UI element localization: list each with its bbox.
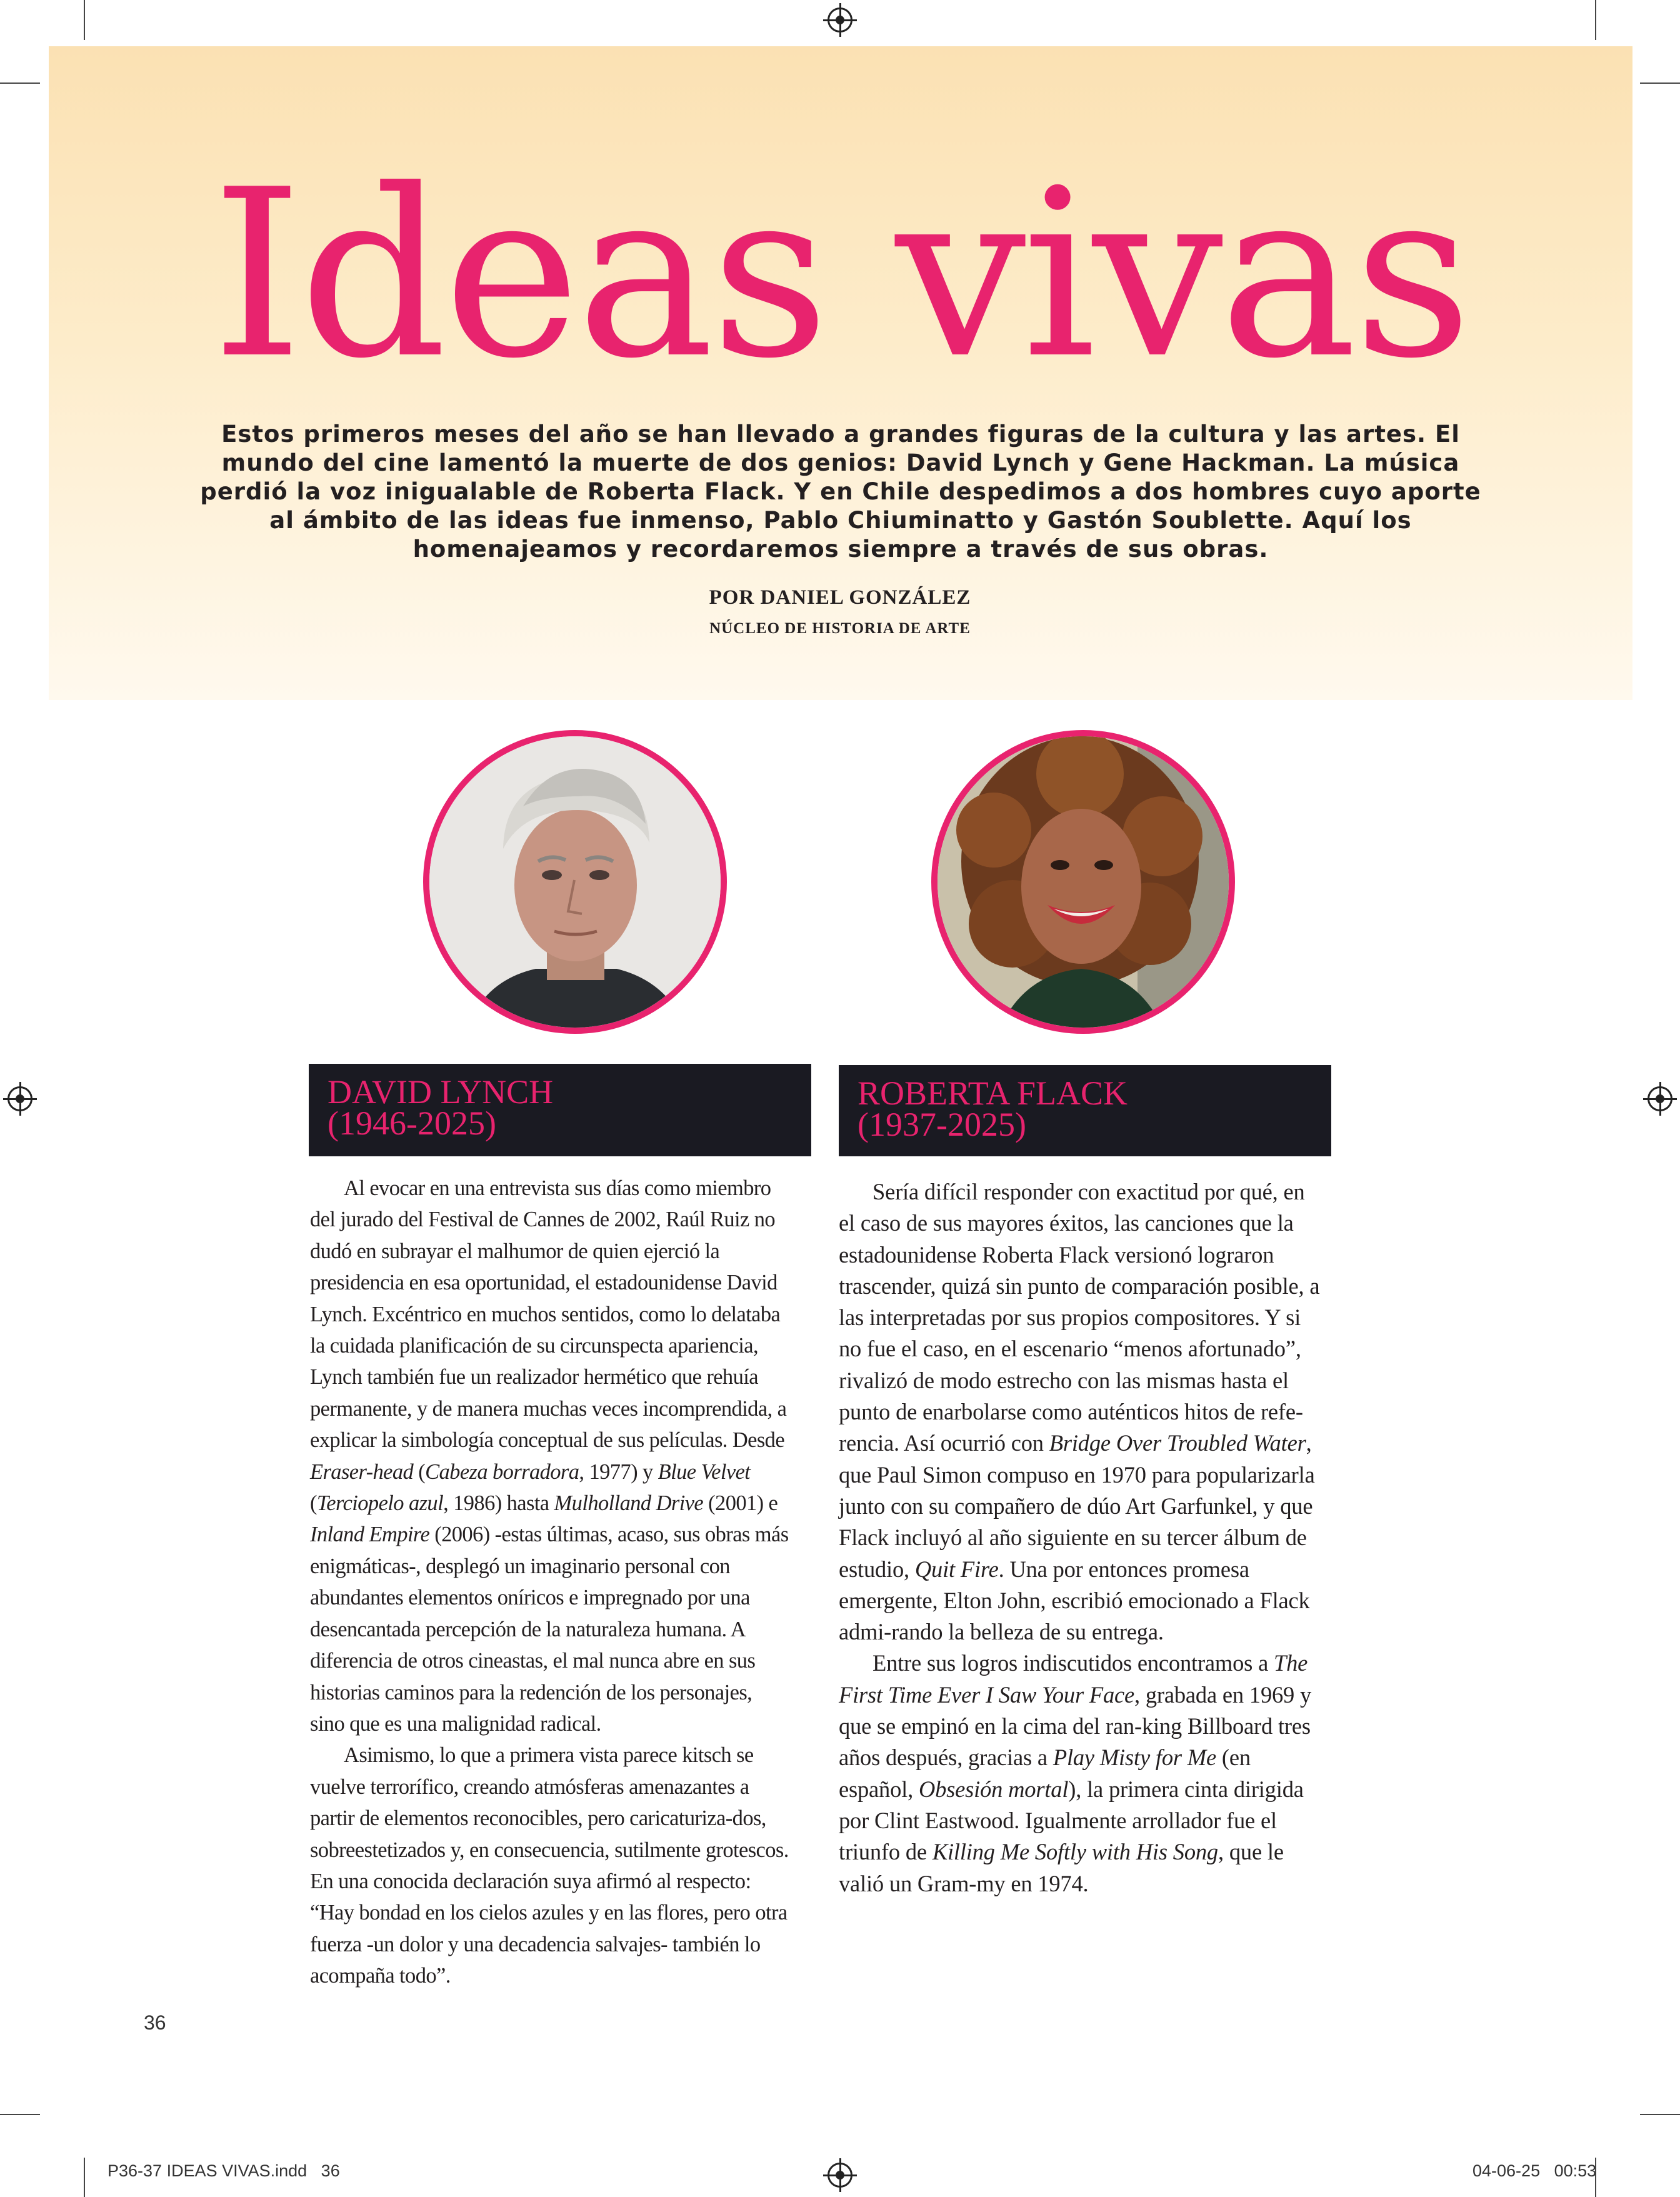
- registration-mark-icon: [1648, 1086, 1672, 1111]
- registration-mark-icon: [8, 1086, 32, 1111]
- slug-date-info: 04-06-25 00:53: [1472, 2161, 1597, 2180]
- article-column-lynch: [310, 1173, 791, 1992]
- page-number: 36: [144, 2011, 166, 2034]
- crop-mark: [84, 0, 85, 40]
- registration-mark-icon: [828, 8, 852, 33]
- author-affiliation: NÚCLEO DE HISTORIA DE ARTE: [709, 620, 971, 637]
- intro-paragraph: Estos primeros meses del año se han llevado a grandes figuras de la cultura y las artes. El mundo del cine lamentó la muerte de dos genios: David Lynch y Gene Hackman. La música perdió la voz inigualable de Roberta Flack. Y en Chile despedimos a dos hombres cuyo aporte al ámbito de las ideas fue inmenso, Pablo Chiuminatto y Gastón Soublette. Aquí los homenajeamos y recordaremos siempre a través de sus obras.: [200, 421, 1481, 563]
- crop-mark: [84, 2158, 85, 2197]
- paragraph: Al evocar en una entrevista sus días como miembro del jurado del Festival de Cannes de 2002, Raúl Ruiz no dudó en subrayar el malhumor de quien ejerció la presidencia en esa oportunidad, el estadounidense David Lynch. Excéntrico en muchos sentidos, como lo delataba la cuidada planificación de su circunspecta apariencia, Lynch también fue un realizador hermético que rehuía permanente, y de manera muchas veces incomprendida, a explicar la simbología conceptual de sus películas. Desde Eraser-head (Cabeza borradora, 1977) y Blue Velvet (Terciopelo azul, 1986) hasta Mulholland Drive (2001) e Inland Empire (2006) -estas últimas, acaso, sus obras más enigmáticas-, desplegó un imaginario personal con abundantes elementos oníricos e impregnado por una desencantada percepción de la naturaleza humana. A diferencia de otros cineastas, el mal nunca abre en sus historias caminos para la redención de los personajes, sino que es una malignidad radical.: [310, 1176, 789, 1736]
- crop-mark: [1640, 83, 1680, 84]
- portrait-david-lynch: [423, 730, 727, 1034]
- portrait-roberta-flack: [931, 730, 1235, 1034]
- profile-header-david-lynch: [309, 1064, 811, 1156]
- page-title: Ideas vivas: [211, 141, 1469, 409]
- paragraph: Sería difícil responder con exactitud por qué, en el caso de sus mayores éxitos, las canciones que la estadounidense Roberta Flack versionó lograron trascender, quizá sin punto de comparación posible, a las interpretadas por sus propios compositores. Y si no fue el caso, en el escenario “menos afortunado”, rivalizó de modo estrecho con las mismas hasta el punto de enarbolarse como auténticos hitos de refe-rencia. Así ocurrió con Bridge Over Troubled Water, que Paul Simon compuso en 1970 para popularizarla junto con su compañero de dúo Art Garfunkel, y que Flack incluyó al año siguiente en su tercer álbum de estudio, Quit Fire. Una por entonces promesa emergente, Elton John, escribió emocionado a Flack admi-rando la belleza de su entrega.: [839, 1179, 1320, 1645]
- article-column-flack: [839, 1176, 1320, 1899]
- slug-file-info: P36-37 IDEAS VIVAS.indd 36: [108, 2161, 340, 2180]
- crop-mark: [1595, 0, 1596, 40]
- registration-mark-icon: [828, 2163, 852, 2188]
- crop-mark: [0, 83, 40, 84]
- author-byline: POR DANIEL GONZÁLEZ: [709, 586, 971, 609]
- paragraph: Entre sus logros indiscutidos encontramos a The First Time Ever I Saw Your Face, grabada en 1969 y que se empinó en la cima del ran-king Billboard tres años después, gracias a Play Misty for Me (en español, Obsesión mortal), la primera cinta dirigida por Clint Eastwood. Igualmente arrollador fue el triunfo de Killing Me Softly with His Song, que le valió un Gram-my en 1974.: [839, 1650, 1312, 1896]
- crop-mark: [0, 2114, 40, 2115]
- profile-years: (1937-2025): [858, 1106, 1026, 1143]
- paragraph: Asimismo, lo que a primera vista parece kitsch se vuelve terrorífico, creando atmósferas amenazantes a partir de elementos reconocibles, pero caricaturiza-dos, sobreestetizados y, en consecuencia, sutilmente grotescos. En una conocida declaración suya afirmó al respecto: “Hay bondad en los cielos azules y en las flores, pero otra fuerza -un dolor y una decadencia salvajes- también lo acompaña todo”.: [310, 1743, 789, 1988]
- profile-header-roberta-flack: [839, 1065, 1331, 1156]
- profile-name: ROBERTA FLACK: [858, 1074, 1128, 1112]
- profile-name: DAVID LYNCH: [328, 1073, 554, 1111]
- profile-years: (1946-2025): [328, 1104, 496, 1142]
- crop-mark: [1640, 2114, 1680, 2115]
